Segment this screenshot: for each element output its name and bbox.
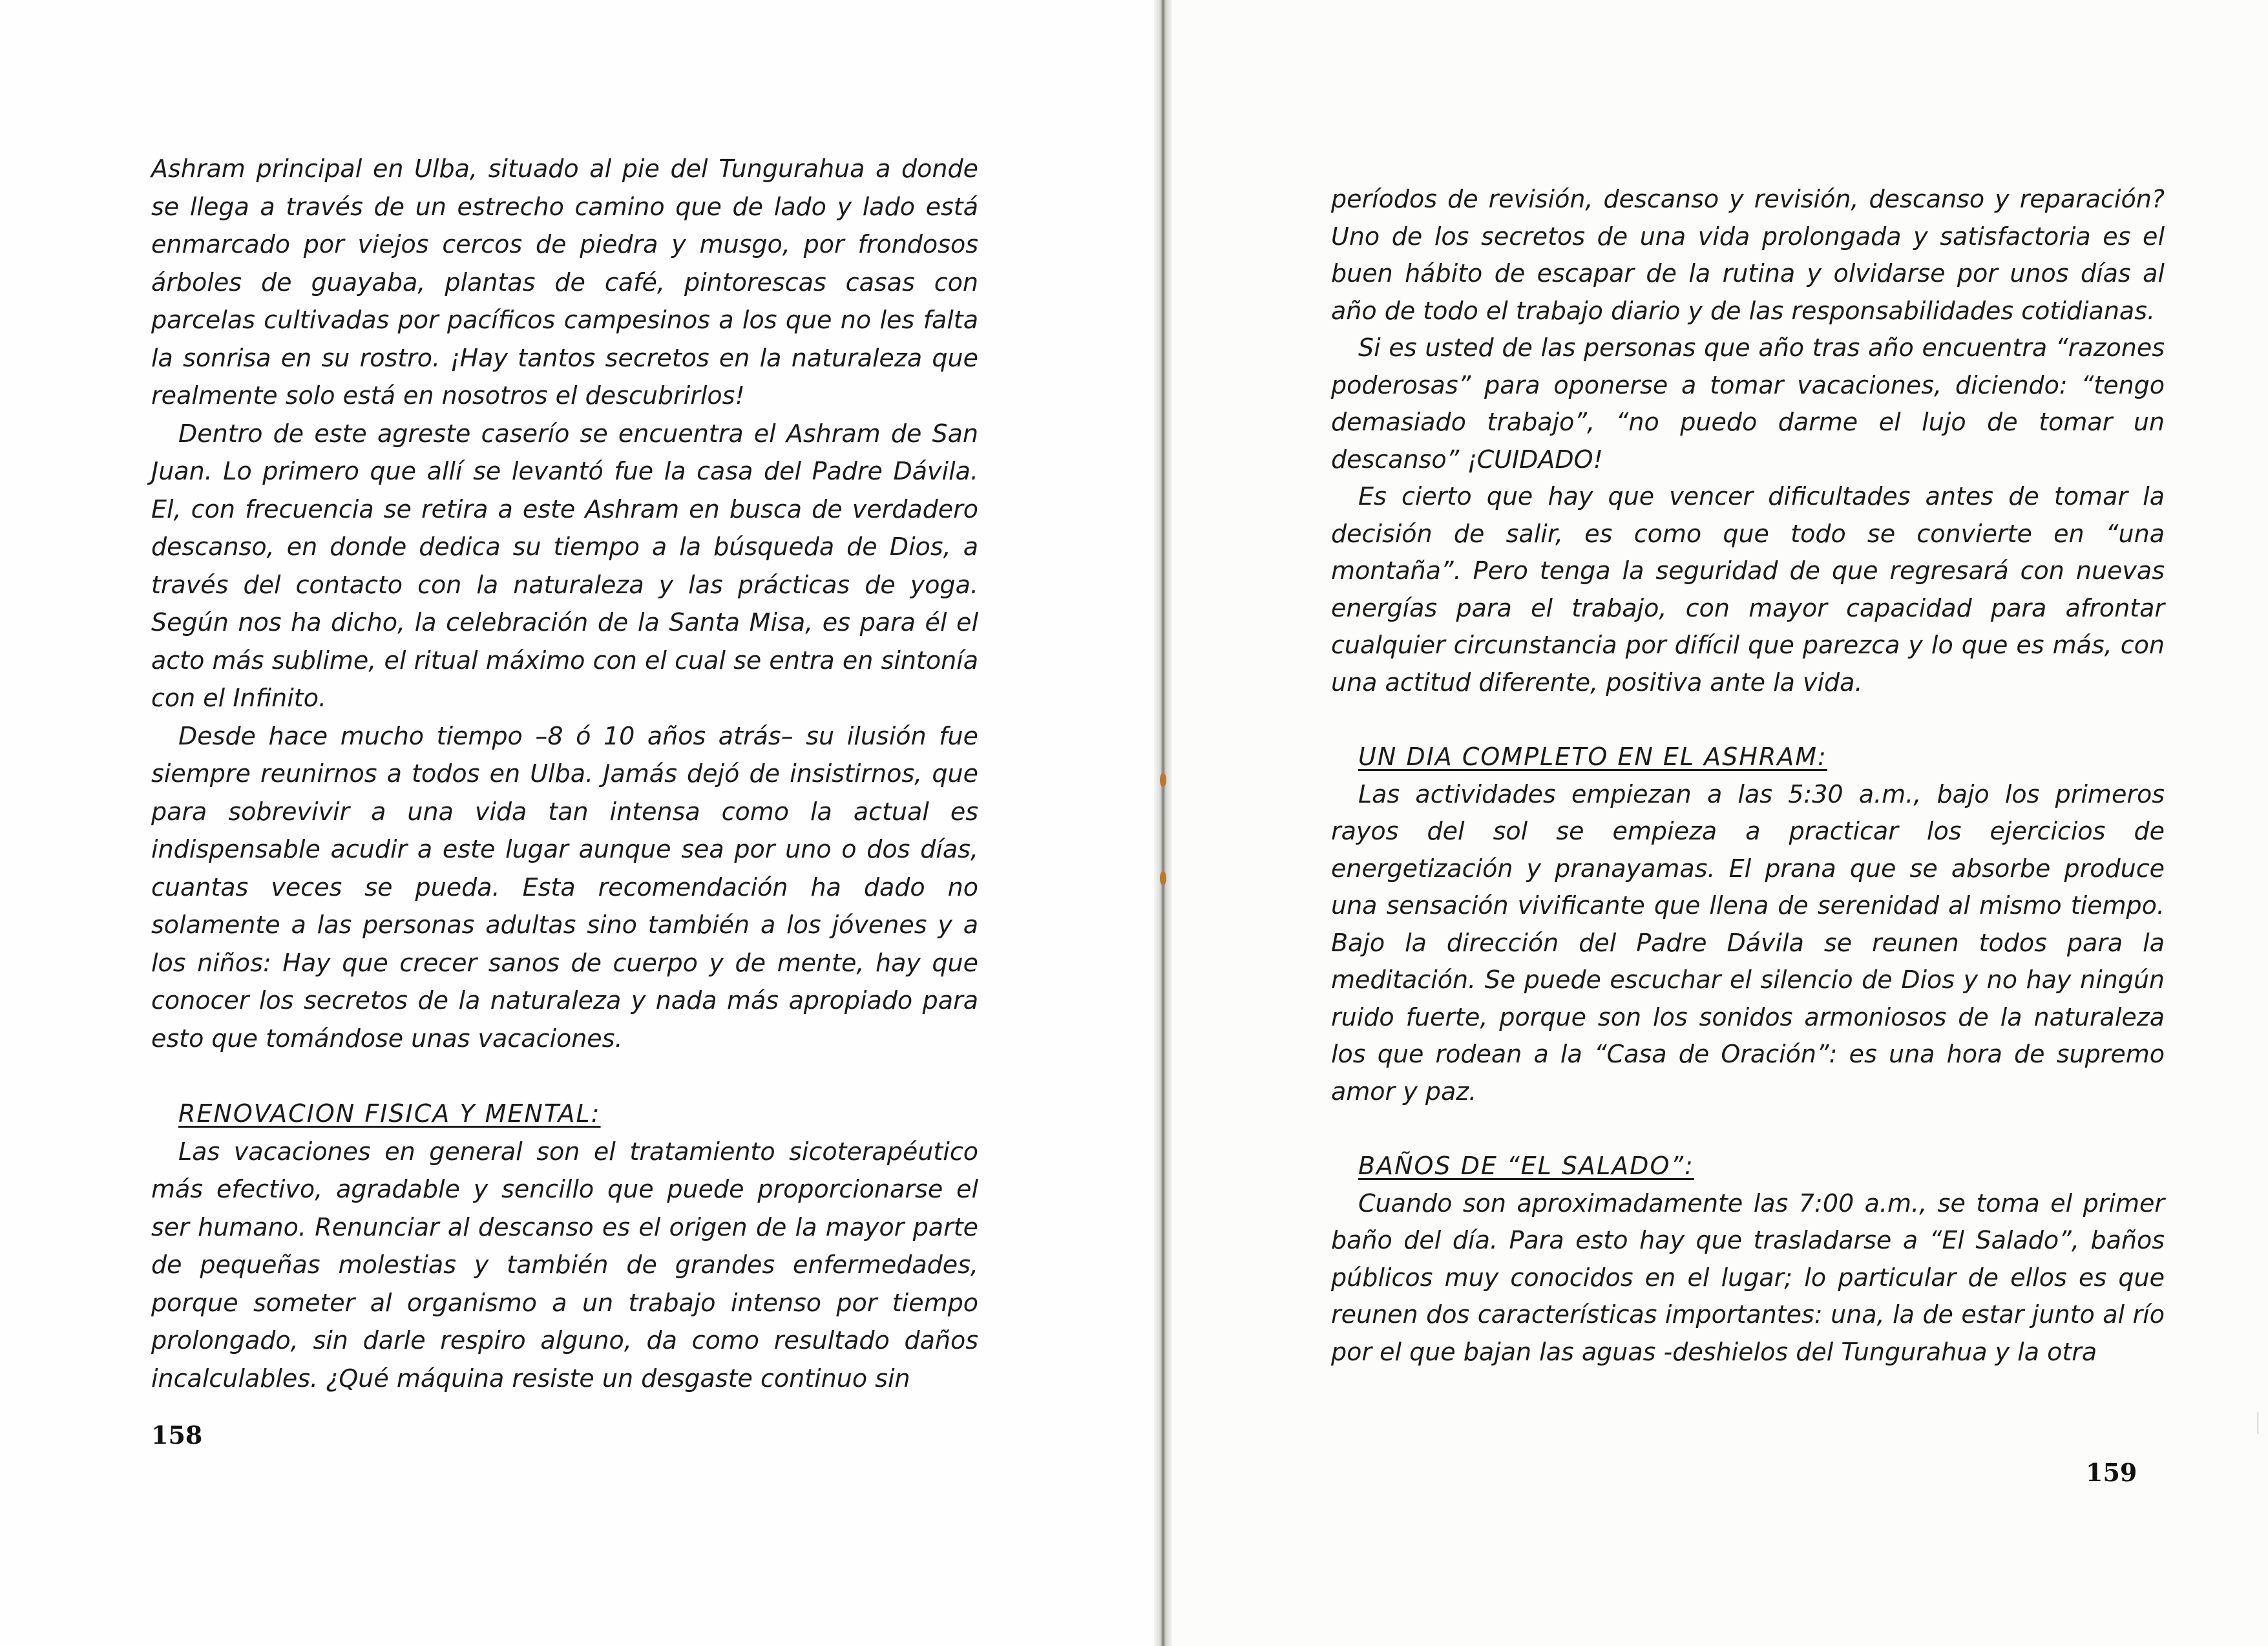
page-number: 159 [2086, 1458, 2137, 1487]
paragraph: Las actividades empiezan a las 5:30 a.m., bajo los primeros rayos del sol se empieza a practicar los ejercicios de energetización y pranayamas. El prana que se absorbe produce una sensación vivificante que llena de serenidad al mismo tiempo. Bajo la dirección del Padre Dávila se reunen todos para la meditación. Se puede escuchar el silencio de Dios y no hay ningún ruido fuerte, porque son los sonidos armoniosos de la naturaleza los que rodean a la “Casa de Oración”: es una hora de supremo amor y paz. [1331, 779, 2165, 1106]
paragraph: Si es usted de las personas que año tras año encuentra “razones poderosas” para oponerse a tomar vacaciones, diciendo: “tengo demasiado trabajo”, “no puedo darme el lujo de tomar un descanso” ¡CUIDADO! [1331, 333, 2165, 474]
page-number: 158 [151, 1420, 203, 1450]
section-heading: RENOVACION FISICA Y MENTAL: [178, 1099, 601, 1128]
left-page-body [151, 150, 978, 1397]
section-gap [1331, 1110, 2165, 1148]
paragraph: períodos de revisión, descanso y revisión, descanso y reparación? Uno de los secretos de una vida prolongada y satisfactoria es el buen hábito de escapar de la rutina y olvidarse por unos días al año de todo el trabajo diario y de las responsabilidades cotidianas. [1331, 185, 2165, 325]
stain-mark [1160, 773, 1166, 787]
section-gap [1331, 701, 2165, 739]
stain-mark [1160, 871, 1166, 885]
section-gap [151, 1057, 978, 1095]
paragraph: Ashram principal en Ulba, situado al pie del Tungurahua a donde se llega a través de un estrecho camino que de lado y lado está enmarcado por viejos cercos de piedra y musgo, por frondosos árboles de guayaba, plantas de café, pintorescas casas con parcelas cultivadas por pacíficos campesinos a los que no les falta la sonrisa en su rostro. ¡Hay tantos secretos en la naturaleza que realmente solo está en nosotros el descubrirlos! [151, 154, 978, 410]
paragraph: Las vacaciones en general son el tratamiento sicoterapéutico más efectivo, agradable y sencillo que puede proporcionarse el ser humano. Renunciar al descanso es el origen de la mayor parte de pequeñas molestias y también de grandes enfermedades, porque someter al organismo a un trabajo intenso por tiempo prolongado, sin darle respiro alguno, da como resultado daños incalculables. ¿Qué máquina resiste un desgaste continuo sin [151, 1137, 978, 1393]
paragraph: Es cierto que hay que vencer dificultades antes de tomar la decisión de salir, es como que todo se convierte en “una montaña”. Pero tenga la seguridad de que regresará con nuevas energías para el trabajo, con mayor capacidad para afrontar cualquier circunstancia por difícil que parezca y lo que es más, con una actitud diferente, positiva ante la vida. [1331, 482, 2165, 697]
edge-mark: | [2254, 1409, 2262, 1435]
paragraph: Dentro de este agreste caserío se encuentra el Ashram de San Juan. Lo primero que allí se levantó fue la casa del Padre Dávila. El, con frecuencia se retira a este Ashram en busca de verdadero descanso, en donde dedica su tiempo a la búsqueda de Dios, a través del contacto con la naturaleza y las prácticas de yoga. Según nos ha dicho, la celebración de la Santa Misa, es para él el acto más sublime, el ritual máximo con el cual se entra en sintonía con el Infinito. [151, 419, 978, 712]
section-heading: BAÑOS DE “EL SALADO”: [1358, 1152, 1694, 1180]
book-gutter [1154, 0, 1172, 1646]
right-page-body [1331, 181, 2165, 1371]
section-heading: UN DIA COMPLETO EN EL ASHRAM: [1358, 743, 1827, 771]
paragraph: Desde hace mucho tiempo –8 ó 10 años atrás– su ilusión fue siempre reunirnos a todos en Ulba. Jamás dejó de insistirnos, que para sobrevivir a una vida tan intensa como la actual es indispensable acudir a este lugar aunque sea por uno o dos días, cuantas veces se pueda. Esta recomendación ha dado no solamente a las personas adultas sino también a los jóvenes y a los niños: Hay que crecer sanos de cuerpo y de mente, hay que conocer los secretos de la naturaleza y nada más apropiado para esto que tomándose unas vacaciones. [151, 721, 978, 1053]
paragraph: Cuando son aproximadamente las 7:00 a.m., se toma el primer baño del día. Para esto hay que trasladarse a “El Salado”, baños públicos muy conocidos en el lugar; lo particular de ellos es que reunen dos características importantes: una, la de estar junto al río por el que bajan las aguas -deshielos del Tungurahua y la otra [1331, 1188, 2165, 1366]
